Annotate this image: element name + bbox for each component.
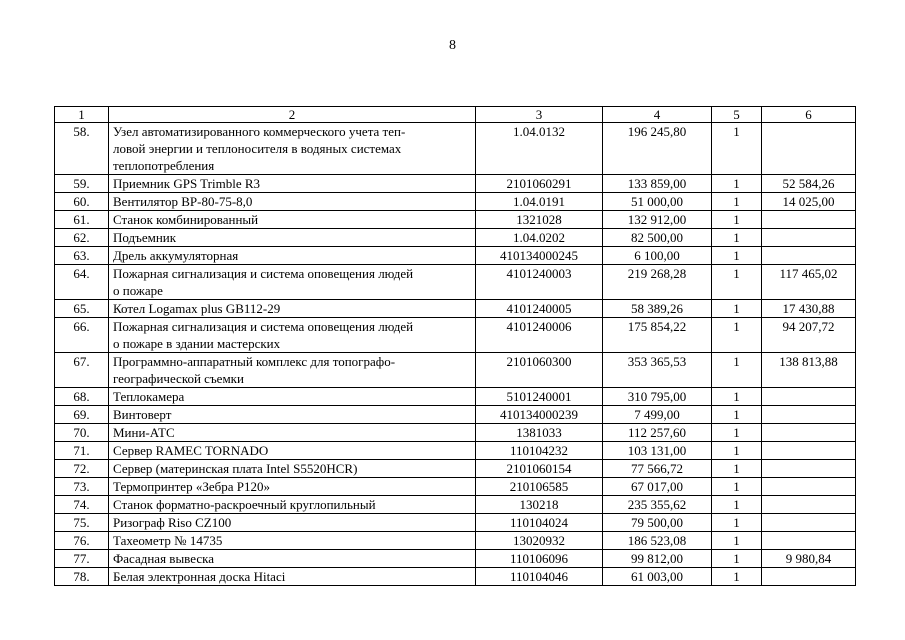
- item-name-cell: Программно-аппаратный комплекс для топографо- географической съемки: [109, 353, 476, 388]
- table-row: [55, 123, 856, 175]
- inventory-code-cell: 1.04.0202: [476, 229, 603, 247]
- inventory-code-cell: 2101060300: [476, 353, 603, 388]
- inventory-code-cell: 210106585: [476, 478, 603, 496]
- quantity-cell: 1: [712, 211, 762, 229]
- residual-value-cell: [762, 388, 856, 406]
- quantity-cell: 1: [712, 478, 762, 496]
- row-number-cell: 78.: [55, 568, 109, 586]
- table-row: [55, 211, 856, 229]
- table-row: [55, 193, 856, 211]
- item-name-cell: Котел Logamax plus GB112-29: [109, 300, 476, 318]
- quantity-cell: 1: [712, 532, 762, 550]
- inventory-code-cell: 410134000239: [476, 406, 603, 424]
- row-number-cell: 67.: [55, 353, 109, 388]
- table-row: [55, 550, 856, 568]
- inventory-code-cell: 2101060154: [476, 460, 603, 478]
- row-number-cell: 74.: [55, 496, 109, 514]
- item-name-cell: Подъемник: [109, 229, 476, 247]
- column-header-1: 1: [55, 107, 109, 123]
- inventory-code-cell: 110104046: [476, 568, 603, 586]
- cost-cell: 175 854,22: [603, 318, 712, 353]
- table-row: [55, 318, 856, 353]
- residual-value-cell: [762, 514, 856, 532]
- column-header-3: 3: [476, 107, 603, 123]
- quantity-cell: 1: [712, 123, 762, 175]
- quantity-cell: 1: [712, 388, 762, 406]
- row-number-cell: 60.: [55, 193, 109, 211]
- column-header-5: 5: [712, 107, 762, 123]
- row-number-cell: 70.: [55, 424, 109, 442]
- row-number-cell: 77.: [55, 550, 109, 568]
- quantity-cell: 1: [712, 175, 762, 193]
- table-row: [55, 442, 856, 460]
- quantity-cell: 1: [712, 318, 762, 353]
- inventory-code-cell: 130218: [476, 496, 603, 514]
- inventory-code-cell: 1.04.0132: [476, 123, 603, 175]
- inventory-code-cell: 2101060291: [476, 175, 603, 193]
- row-number-cell: 71.: [55, 442, 109, 460]
- table-row: [55, 514, 856, 532]
- row-number-cell: 65.: [55, 300, 109, 318]
- table-row: [55, 388, 856, 406]
- table-row: [55, 175, 856, 193]
- item-name-cell: Теплокамера: [109, 388, 476, 406]
- item-name-cell: Сервер (материнская плата Intel S5520HCR): [109, 460, 476, 478]
- inventory-code-cell: 13020932: [476, 532, 603, 550]
- quantity-cell: 1: [712, 406, 762, 424]
- item-name-cell: Ризограф Riso CZ100: [109, 514, 476, 532]
- residual-value-cell: [762, 424, 856, 442]
- residual-value-cell: [762, 406, 856, 424]
- cost-cell: 112 257,60: [603, 424, 712, 442]
- residual-value-cell: [762, 229, 856, 247]
- residual-value-cell: [762, 442, 856, 460]
- cost-cell: 310 795,00: [603, 388, 712, 406]
- residual-value-cell: [762, 247, 856, 265]
- quantity-cell: 1: [712, 442, 762, 460]
- table-row: [55, 406, 856, 424]
- cost-cell: 61 003,00: [603, 568, 712, 586]
- cost-cell: 353 365,53: [603, 353, 712, 388]
- item-name-cell: Тахеометр № 14735: [109, 532, 476, 550]
- inventory-code-cell: 1321028: [476, 211, 603, 229]
- row-number-cell: 58.: [55, 123, 109, 175]
- column-header-2: 2: [109, 107, 476, 123]
- inventory-code-cell: 4101240005: [476, 300, 603, 318]
- cost-cell: 77 566,72: [603, 460, 712, 478]
- cost-cell: 79 500,00: [603, 514, 712, 532]
- residual-value-cell: [762, 532, 856, 550]
- cost-cell: 99 812,00: [603, 550, 712, 568]
- residual-value-cell: [762, 478, 856, 496]
- cost-cell: 7 499,00: [603, 406, 712, 424]
- row-number-cell: 61.: [55, 211, 109, 229]
- table-row: [55, 300, 856, 318]
- table-row: [55, 496, 856, 514]
- row-number-cell: 63.: [55, 247, 109, 265]
- row-number-cell: 75.: [55, 514, 109, 532]
- table-row: [55, 424, 856, 442]
- quantity-cell: 1: [712, 193, 762, 211]
- cost-cell: 186 523,08: [603, 532, 712, 550]
- inventory-code-cell: 4101240006: [476, 318, 603, 353]
- table-row: [55, 265, 856, 300]
- inventory-code-cell: 110106096: [476, 550, 603, 568]
- item-name-cell: Приемник GPS Trimble R3: [109, 175, 476, 193]
- column-header-4: 4: [603, 107, 712, 123]
- row-number-cell: 66.: [55, 318, 109, 353]
- cost-cell: 132 912,00: [603, 211, 712, 229]
- cost-cell: 6 100,00: [603, 247, 712, 265]
- cost-cell: 103 131,00: [603, 442, 712, 460]
- item-name-cell: Фасадная вывеска: [109, 550, 476, 568]
- item-name-cell: Пожарная сигнализация и система оповещения людей о пожаре в здании мастерских: [109, 318, 476, 353]
- row-number-cell: 76.: [55, 532, 109, 550]
- quantity-cell: 1: [712, 229, 762, 247]
- table-row: [55, 478, 856, 496]
- row-number-cell: 72.: [55, 460, 109, 478]
- item-name-cell: Вентилятор ВР-80-75-8,0: [109, 193, 476, 211]
- residual-value-cell: 17 430,88: [762, 300, 856, 318]
- table-row: [55, 353, 856, 388]
- item-name-cell: Винтоверт: [109, 406, 476, 424]
- item-name-cell: Узел автоматизированного коммерческого учета теп- ловой энергии и теплоносителя в водяных системах теплопотребления: [109, 123, 476, 175]
- quantity-cell: 1: [712, 424, 762, 442]
- table-row: [55, 532, 856, 550]
- cost-cell: 235 355,62: [603, 496, 712, 514]
- table-row: [55, 229, 856, 247]
- residual-value-cell: 94 207,72: [762, 318, 856, 353]
- residual-value-cell: [762, 123, 856, 175]
- table-header: [55, 107, 856, 123]
- inventory-table: [54, 106, 856, 586]
- quantity-cell: 1: [712, 353, 762, 388]
- residual-value-cell: 138 813,88: [762, 353, 856, 388]
- column-header-6: 6: [762, 107, 856, 123]
- inventory-code-cell: 1381033: [476, 424, 603, 442]
- cost-cell: 67 017,00: [603, 478, 712, 496]
- residual-value-cell: [762, 211, 856, 229]
- table-body: [55, 123, 856, 586]
- cost-cell: 133 859,00: [603, 175, 712, 193]
- quantity-cell: 1: [712, 247, 762, 265]
- inventory-code-cell: 410134000245: [476, 247, 603, 265]
- quantity-cell: 1: [712, 550, 762, 568]
- residual-value-cell: 9 980,84: [762, 550, 856, 568]
- item-name-cell: Дрель аккумуляторная: [109, 247, 476, 265]
- item-name-cell: Станок комбинированный: [109, 211, 476, 229]
- cost-cell: 51 000,00: [603, 193, 712, 211]
- inventory-code-cell: 1.04.0191: [476, 193, 603, 211]
- quantity-cell: 1: [712, 514, 762, 532]
- item-name-cell: Сервер RAMEC TORNADO: [109, 442, 476, 460]
- residual-value-cell: 52 584,26: [762, 175, 856, 193]
- table-row: [55, 460, 856, 478]
- row-number-cell: 64.: [55, 265, 109, 300]
- row-number-cell: 62.: [55, 229, 109, 247]
- inventory-code-cell: 4101240003: [476, 265, 603, 300]
- table-row: [55, 247, 856, 265]
- cost-cell: 58 389,26: [603, 300, 712, 318]
- quantity-cell: 1: [712, 300, 762, 318]
- item-name-cell: Мини-АТС: [109, 424, 476, 442]
- residual-value-cell: [762, 496, 856, 514]
- page-number: 8: [449, 38, 456, 53]
- item-name-cell: Термопринтер «Зебра P120»: [109, 478, 476, 496]
- header-row: [55, 107, 856, 123]
- item-name-cell: Пожарная сигнализация и система оповещения людей о пожаре: [109, 265, 476, 300]
- residual-value-cell: [762, 460, 856, 478]
- table-row: [55, 568, 856, 586]
- row-number-cell: 69.: [55, 406, 109, 424]
- cost-cell: 82 500,00: [603, 229, 712, 247]
- quantity-cell: 1: [712, 460, 762, 478]
- quantity-cell: 1: [712, 568, 762, 586]
- row-number-cell: 73.: [55, 478, 109, 496]
- quantity-cell: 1: [712, 496, 762, 514]
- residual-value-cell: 117 465,02: [762, 265, 856, 300]
- quantity-cell: 1: [712, 265, 762, 300]
- inventory-code-cell: 5101240001: [476, 388, 603, 406]
- row-number-cell: 59.: [55, 175, 109, 193]
- cost-cell: 219 268,28: [603, 265, 712, 300]
- inventory-code-cell: 110104024: [476, 514, 603, 532]
- item-name-cell: Белая электронная доска Hitaci: [109, 568, 476, 586]
- residual-value-cell: [762, 568, 856, 586]
- residual-value-cell: 14 025,00: [762, 193, 856, 211]
- inventory-code-cell: 110104232: [476, 442, 603, 460]
- item-name-cell: Станок форматно-раскроечный круглопильный: [109, 496, 476, 514]
- cost-cell: 196 245,80: [603, 123, 712, 175]
- row-number-cell: 68.: [55, 388, 109, 406]
